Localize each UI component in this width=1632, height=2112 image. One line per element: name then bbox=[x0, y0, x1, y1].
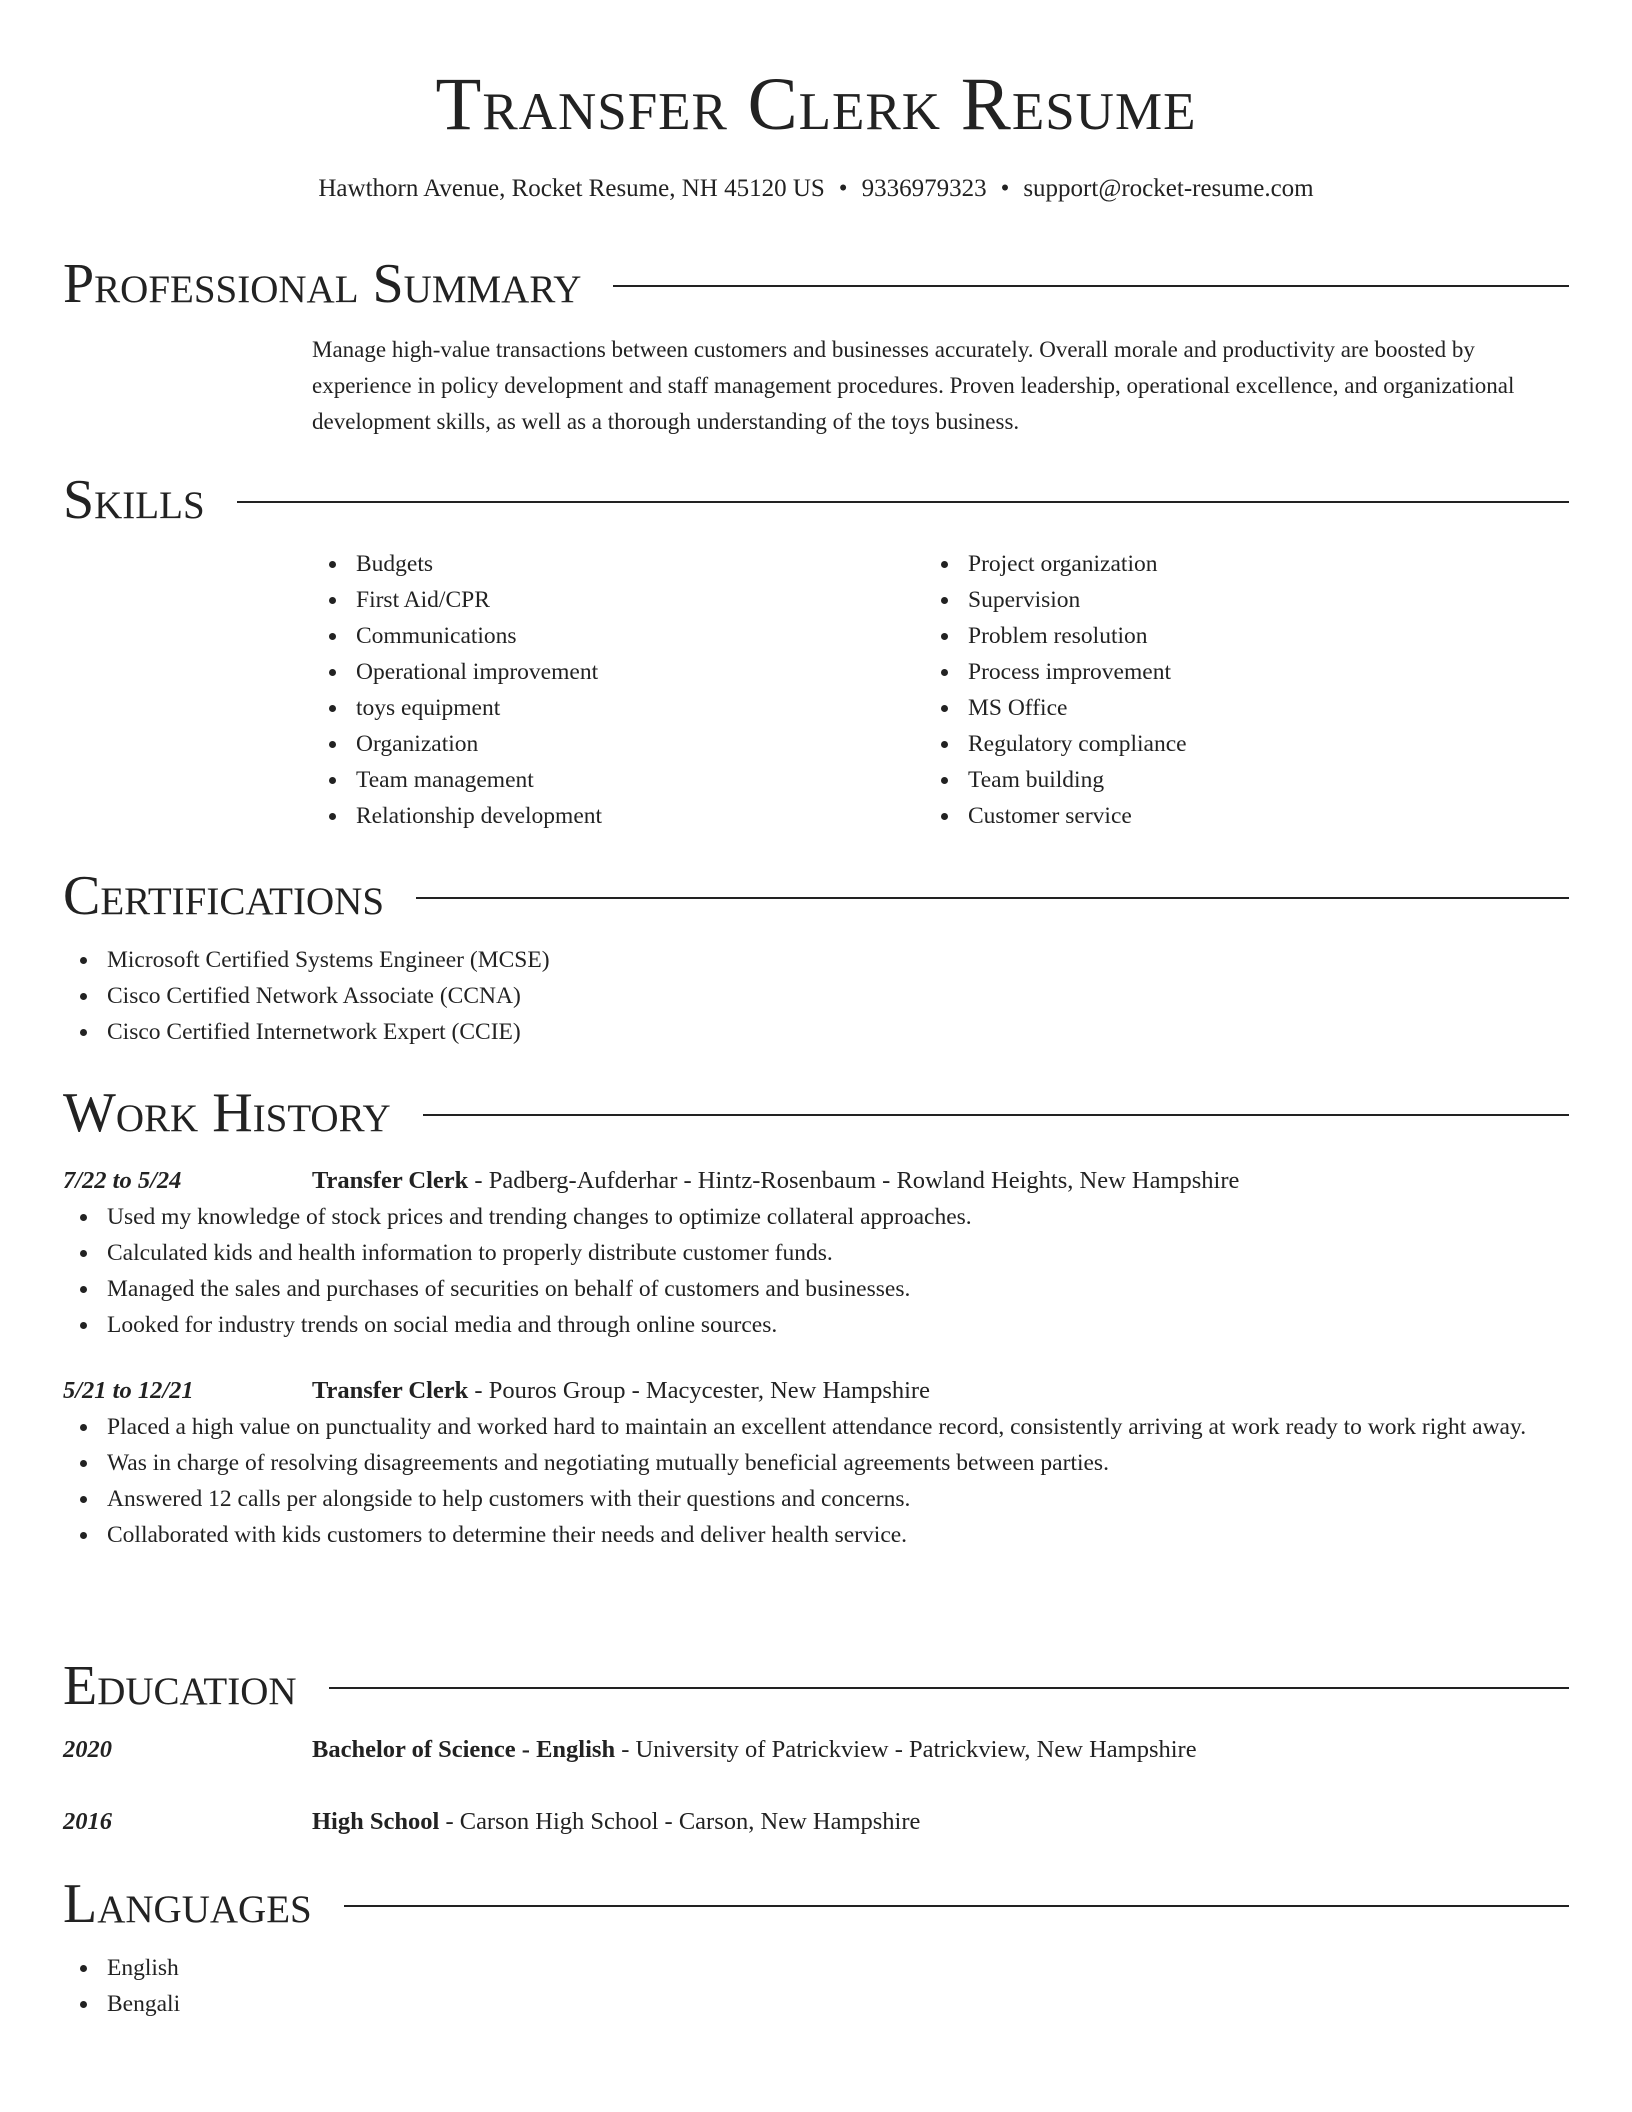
certifications-list bbox=[63, 942, 1569, 1050]
job-bullets bbox=[63, 1409, 1569, 1553]
section-header bbox=[63, 1656, 1569, 1716]
skill-item: MS Office bbox=[924, 690, 1536, 726]
skill-item: First Aid/CPR bbox=[312, 582, 924, 618]
skill-item: Team building bbox=[924, 762, 1536, 798]
section-title: Education bbox=[63, 1655, 297, 1717]
skills-column-right bbox=[924, 546, 1536, 834]
section-divider bbox=[329, 1687, 1569, 1689]
skill-item: Regulatory compliance bbox=[924, 726, 1536, 762]
skill-item: Budgets bbox=[312, 546, 924, 582]
job-details: - Padberg-Aufderhar - Hintz-Rosenbaum - Rowland Heights, New Hampshire bbox=[468, 1167, 1240, 1194]
education-degree: High School bbox=[312, 1808, 440, 1835]
language-item: Bengali bbox=[63, 1986, 1569, 2022]
education-details: - Carson High School - Carson, New Hampshire bbox=[439, 1808, 921, 1835]
skill-item: Relationship development bbox=[312, 798, 924, 834]
job-heading bbox=[63, 1373, 1569, 1409]
certification-item: Cisco Certified Internetwork Expert (CCIE) bbox=[63, 1014, 1569, 1050]
job-bullet: Was in charge of resolving disagreements and negotiating mutually beneficial agreements between parties. bbox=[63, 1445, 1569, 1481]
job-bullet: Managed the sales and purchases of securities on behalf of customers and businesses. bbox=[63, 1271, 1569, 1307]
language-item: English bbox=[63, 1950, 1569, 1986]
section-header bbox=[63, 1083, 1569, 1143]
section-divider bbox=[613, 285, 1569, 287]
education-details: - University of Patrickview - Patrickview, New Hampshire bbox=[615, 1736, 1197, 1763]
section-divider bbox=[423, 1114, 1569, 1116]
education-line bbox=[312, 1804, 920, 1840]
contact-phone: 9336979323 bbox=[861, 175, 987, 202]
section-title: Certifications bbox=[63, 865, 385, 927]
section-header bbox=[63, 254, 1569, 314]
skill-item: Customer service bbox=[924, 798, 1536, 834]
job-bullet: Collaborated with kids customers to determine their needs and deliver health service. bbox=[63, 1517, 1569, 1553]
education-entry bbox=[63, 1804, 1569, 1840]
job-dates: 7/22 to 5/24 bbox=[63, 1167, 182, 1194]
education-line bbox=[312, 1732, 1197, 1768]
job-bullet: Looked for industry trends on social media and through online sources. bbox=[63, 1307, 1569, 1343]
job-dates: 5/21 to 12/21 bbox=[63, 1377, 194, 1404]
job-role: Transfer Clerk bbox=[312, 1377, 469, 1404]
job-bullets bbox=[63, 1199, 1569, 1343]
job-title-line bbox=[312, 1163, 1239, 1199]
skill-item: Problem resolution bbox=[924, 618, 1536, 654]
section-title: Languages bbox=[63, 1873, 312, 1935]
section-skills bbox=[63, 470, 1569, 834]
job-entry bbox=[63, 1163, 1569, 1343]
skills-grid bbox=[312, 546, 1569, 834]
skill-item: Communications bbox=[312, 618, 924, 654]
section-professional-summary bbox=[63, 254, 1569, 440]
job-bullet: Placed a high value on punctuality and worked hard to maintain an excellent attendance record, consistently arriving at work ready to work right away. bbox=[63, 1409, 1569, 1445]
job-role: Transfer Clerk bbox=[312, 1167, 469, 1194]
section-header bbox=[63, 866, 1569, 926]
section-title: Work History bbox=[63, 1082, 391, 1144]
education-year: 2020 bbox=[63, 1736, 112, 1763]
section-divider bbox=[344, 1905, 1569, 1907]
section-title: Skills bbox=[63, 469, 205, 531]
skills-column-left bbox=[312, 546, 924, 834]
section-certifications bbox=[63, 866, 1569, 1050]
section-divider bbox=[237, 501, 1569, 503]
summary-text: Manage high-value transactions between customers and businesses accurately. Overall morale and productivity are boosted by experience in policy development and staff management procedures. Proven leadership, operational excellence, and organizational development skills, as well as a thorough understanding of the toys business. bbox=[312, 337, 1515, 434]
skill-item: Supervision bbox=[924, 582, 1536, 618]
contact-address: Hawthorn Avenue, Rocket Resume, NH 45120 US bbox=[318, 175, 825, 202]
job-bullet: Answered 12 calls per alongside to help customers with their questions and concerns. bbox=[63, 1481, 1569, 1517]
skill-item: Project organization bbox=[924, 546, 1536, 582]
section-title: Professional Summary bbox=[63, 253, 582, 315]
job-details: - Pouros Group - Macycester, New Hampshire bbox=[468, 1377, 930, 1404]
section-languages bbox=[63, 1874, 1569, 2022]
education-entry bbox=[63, 1732, 1569, 1768]
section-divider bbox=[416, 897, 1569, 899]
bullet-separator: • bbox=[1000, 175, 1010, 202]
section-education bbox=[63, 1656, 1569, 1840]
job-title-line bbox=[312, 1373, 930, 1409]
job-bullet: Used my knowledge of stock prices and trending changes to optimize collateral approaches. bbox=[63, 1199, 1569, 1235]
skill-item: Process improvement bbox=[924, 654, 1536, 690]
skill-item: Operational improvement bbox=[312, 654, 924, 690]
resume-title: Transfer Clerk Resume bbox=[435, 63, 1197, 146]
section-work-history bbox=[63, 1083, 1569, 1553]
job-entry bbox=[63, 1373, 1569, 1553]
skill-item: toys equipment bbox=[312, 690, 924, 726]
bullet-separator: • bbox=[838, 175, 848, 202]
certification-item: Cisco Certified Network Associate (CCNA) bbox=[63, 978, 1569, 1014]
languages-list bbox=[63, 1950, 1569, 2022]
contact-email[interactable]: support@rocket-resume.com bbox=[1023, 175, 1314, 202]
job-heading bbox=[63, 1163, 1569, 1199]
education-degree: Bachelor of Science - English bbox=[312, 1736, 616, 1763]
certification-item: Microsoft Certified Systems Engineer (MCSE) bbox=[63, 942, 1569, 978]
section-header bbox=[63, 1874, 1569, 1934]
skill-item: Organization bbox=[312, 726, 924, 762]
skill-item: Team management bbox=[312, 762, 924, 798]
education-year: 2016 bbox=[63, 1808, 112, 1835]
section-header bbox=[63, 470, 1569, 530]
job-bullet: Calculated kids and health information to properly distribute customer funds. bbox=[63, 1235, 1569, 1271]
contact-line bbox=[0, 174, 1632, 204]
